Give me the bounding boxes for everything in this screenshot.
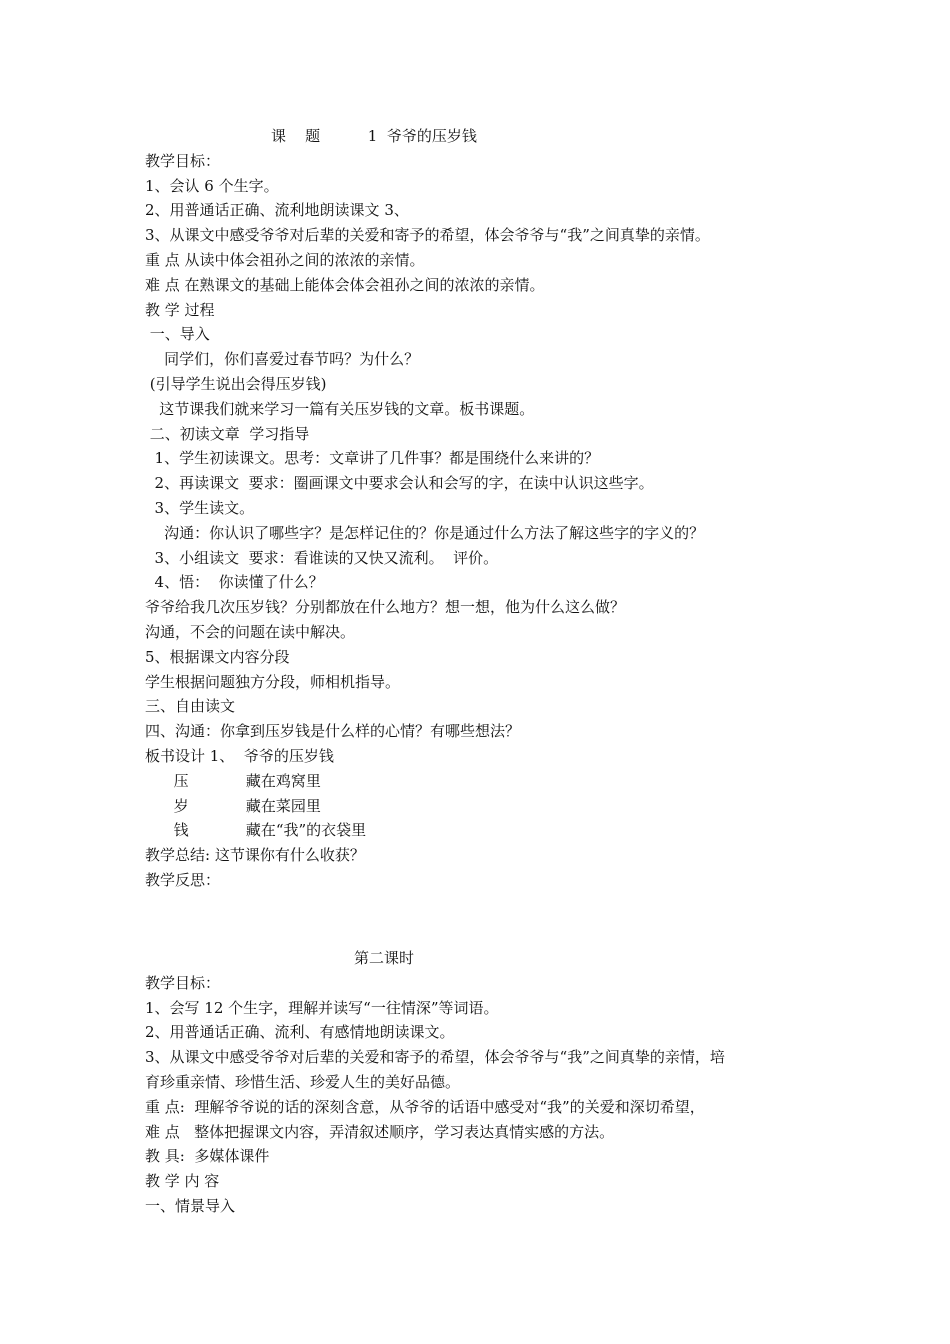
lesson1-line: 重 点 从读中体会祖孙之间的浓浓的亲情。 — [145, 251, 425, 269]
lesson1-line: 教学反思： — [145, 871, 221, 889]
lesson2-line: 教 具: 多媒体课件 — [145, 1147, 270, 1165]
lesson1-line: 爷爷给我几次压岁钱？分别都放在什么地方？想一想，他为什么这么做？ — [145, 598, 626, 616]
lesson2-line: 育珍重亲情、珍惜生活、珍爱人生的美好品德。 — [145, 1073, 461, 1091]
lesson1-line: 四、沟通：你拿到压岁钱是什么样的心情？有哪些想法？ — [145, 722, 521, 740]
lesson2-line: 难 点 整体把握课文内容，弄清叙述顺序，学习表达真情实感的方法。 — [145, 1123, 615, 1141]
lesson1-line: 1、会认 6 个生字。 — [145, 177, 279, 195]
lesson1-line: 4、悟： 你读懂了什么？ — [145, 573, 324, 591]
lesson1-line: 教学目标： — [145, 152, 221, 170]
lesson1-line: 这节课我们就来学习一篇有关压岁钱的文章。板书课题。 — [145, 400, 535, 418]
lesson1-line: 岁 藏在菜园里 — [145, 797, 321, 815]
lesson1-line: 压 藏在鸡窝里 — [145, 772, 321, 790]
lesson1-line: 教学总结: 这节课你有什么收获？ — [145, 846, 365, 864]
lesson1-line: 同学们，你们喜爱过春节吗？为什么？ — [145, 350, 420, 368]
lesson2-title: 第二课时 — [354, 949, 415, 967]
lesson1-line: 一、导入 — [145, 325, 210, 343]
lesson1-line: 1、学生初读课文。思考：文章讲了几件事？都是围绕什么来讲的？ — [145, 449, 600, 467]
lesson2-line: 1、会写 12 个生字，理解并读写“一往情深”等词语。 — [145, 999, 499, 1017]
lesson1-line: 5、根据课文内容分段 — [145, 648, 290, 666]
lesson2-line: 重 点: 理解爷爷说的话的深刻含意，从爷爷的话语中感受对“我”的关爱和深切希望， — [145, 1098, 705, 1116]
lesson1-line: 3、学生读文。 — [145, 499, 255, 517]
lesson1-line: 钱 藏在“我”的衣袋里 — [145, 821, 367, 839]
lesson1-line: 沟通：你认识了哪些字？是怎样记住的？你是通过什么方法了解这些字的字义的？ — [145, 524, 705, 542]
lesson2-line: 2、用普通话正确、流利、有感情地朗读课文。 — [145, 1023, 455, 1041]
lesson1-line: 2、用普通话正确、流利地朗读课文 3、 — [145, 201, 409, 219]
lesson1-title: 课 题 1 爷爷的压岁钱 — [271, 127, 477, 145]
lesson1-line: 难 点 在熟课文的基础上能体会体会祖孙之间的浓浓的亲情。 — [145, 276, 545, 294]
lesson1-line: 学生根据问题独方分段，师相机指导。 — [145, 673, 401, 691]
lesson2-line: 教 学 内 容 — [145, 1172, 220, 1190]
lesson1-line: 教 学 过程 — [145, 301, 215, 319]
lesson1-line: 沟通，不会的问题在读中解决。 — [145, 623, 356, 641]
lesson2-line: 3、从课文中感受爷爷对后辈的关爱和寄予的希望，体会爷爷与“我”之间真挚的亲情，培 — [145, 1048, 725, 1066]
lesson1-line: (引导学生说出会得压岁钱) — [145, 375, 327, 393]
lesson1-line: 二、初读文章 学习指导 — [145, 425, 310, 443]
lesson2-line: 一、情景导入 — [145, 1197, 236, 1215]
lesson2-line: 教学目标： — [145, 974, 221, 992]
lesson1-line: 三、自由读文 — [145, 697, 236, 715]
lesson1-line: 2、再读课文 要求：圈画课文中要求会认和会写的字，在读中认识这些字。 — [145, 474, 654, 492]
lesson1-line: 3、从课文中感受爷爷对后辈的关爱和寄予的希望，体会爷爷与“我”之间真挚的亲情。 — [145, 226, 710, 244]
lesson1-line: 3、小组读文 要求：看谁读的又快又流利。 评价。 — [145, 549, 499, 567]
lesson1-line: 板书设计 1、 爷爷的压岁钱 — [145, 747, 334, 765]
